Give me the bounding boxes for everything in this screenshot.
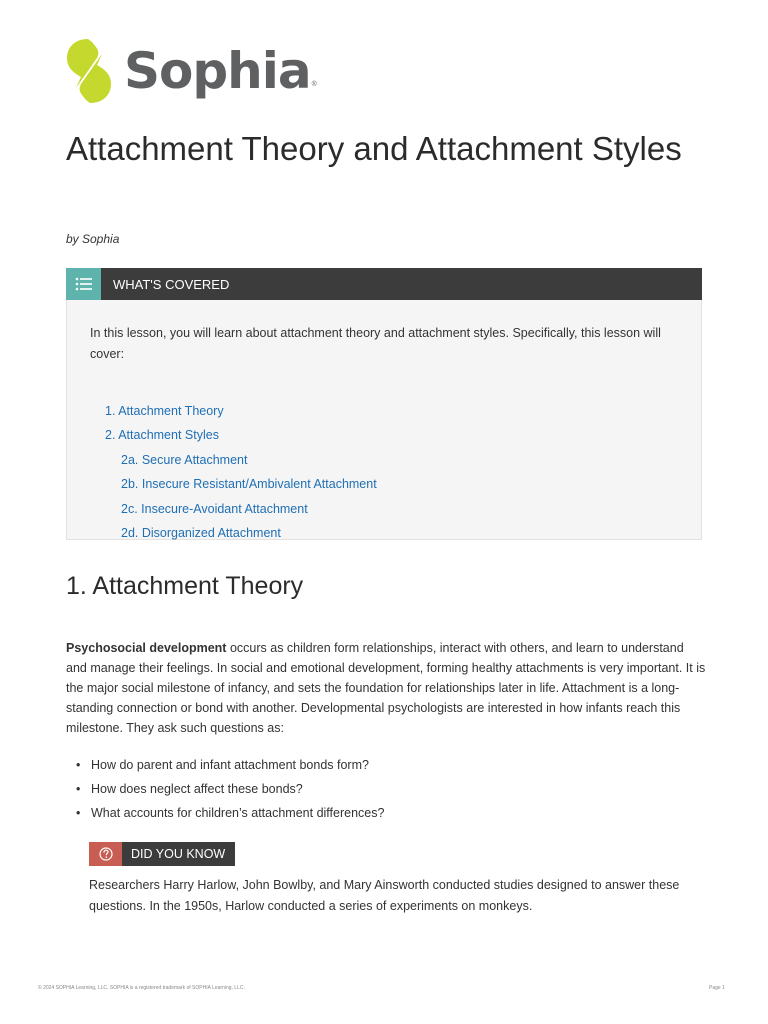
page-title: Attachment Theory and Attachment Styles: [66, 130, 682, 167]
toc-link-insecure-resistant[interactable]: 2b. Insecure Resistant/Ambivalent Attachment: [121, 477, 377, 491]
sophia-wordmark: Sophia: [124, 42, 311, 100]
toc-link-attachment-styles[interactable]: 2. Attachment Styles: [105, 428, 219, 442]
sophia-logo: [66, 36, 326, 106]
did-you-know-label: DID YOU KNOW: [122, 842, 235, 866]
list-item: • How does neglect affect these bonds?: [76, 782, 303, 796]
footer-copyright: © 2024 SOPHIA Learning, LLC. SOPHIA is a registered trademark of SOPHIA Learning, LLC.: [38, 985, 245, 991]
whats-covered-header: [66, 268, 702, 300]
whats-covered-intro: In this lesson, you will learn about attachment theory and attachment styles. Specifically, this lesson will cover:: [90, 326, 661, 361]
list-item: • How do parent and infant attachment bonds form?: [76, 758, 369, 772]
toc-link-disorganized[interactable]: 2d. Disorganized Attachment: [121, 526, 281, 540]
toc-link-secure-attachment[interactable]: 2a. Secure Attachment: [121, 453, 248, 467]
section-heading: 1. Attachment Theory: [66, 572, 304, 600]
did-you-know-text: Researchers Harry Harlow, John Bowlby, and Mary Ainsworth conducted studies designed to answer these questions. In the 1950s, Harlow conducted a series of experiments on monkeys.: [89, 878, 680, 913]
did-you-know-banner: [89, 842, 235, 866]
sophia-logo-icon: [66, 38, 112, 104]
list-icon: [66, 268, 101, 300]
question-icon: [89, 842, 122, 866]
list-item: • What accounts for children’s attachment differences?: [76, 806, 384, 820]
toc-link-attachment-theory[interactable]: 1. Attachment Theory: [105, 404, 224, 418]
paragraph-text: occurs as children form relationships, interact with others, and learn to understand and manage their feelings. In social and emotional development, forming healthy attachments is very important. It is the major social milestone of infancy, and sets the foundation for relationships later in life. Attachment is a long-standing connection or bond with another. Developmental psychologists are interested in how infants reach this milestone. They ask such questions as:: [66, 641, 706, 735]
toc-link-insecure-avoidant[interactable]: 2c. Insecure-Avoidant Attachment: [121, 502, 308, 516]
whats-covered-title: WHAT'S COVERED: [113, 276, 230, 292]
registered-mark: ®: [311, 81, 317, 88]
whats-covered-box: [66, 268, 702, 540]
whats-covered-body: [66, 300, 702, 540]
footer-page-number: Page 1: [709, 985, 725, 991]
section-paragraph: [66, 638, 706, 738]
key-term: Psychosocial development: [66, 641, 227, 655]
byline: by Sophia: [66, 232, 120, 246]
